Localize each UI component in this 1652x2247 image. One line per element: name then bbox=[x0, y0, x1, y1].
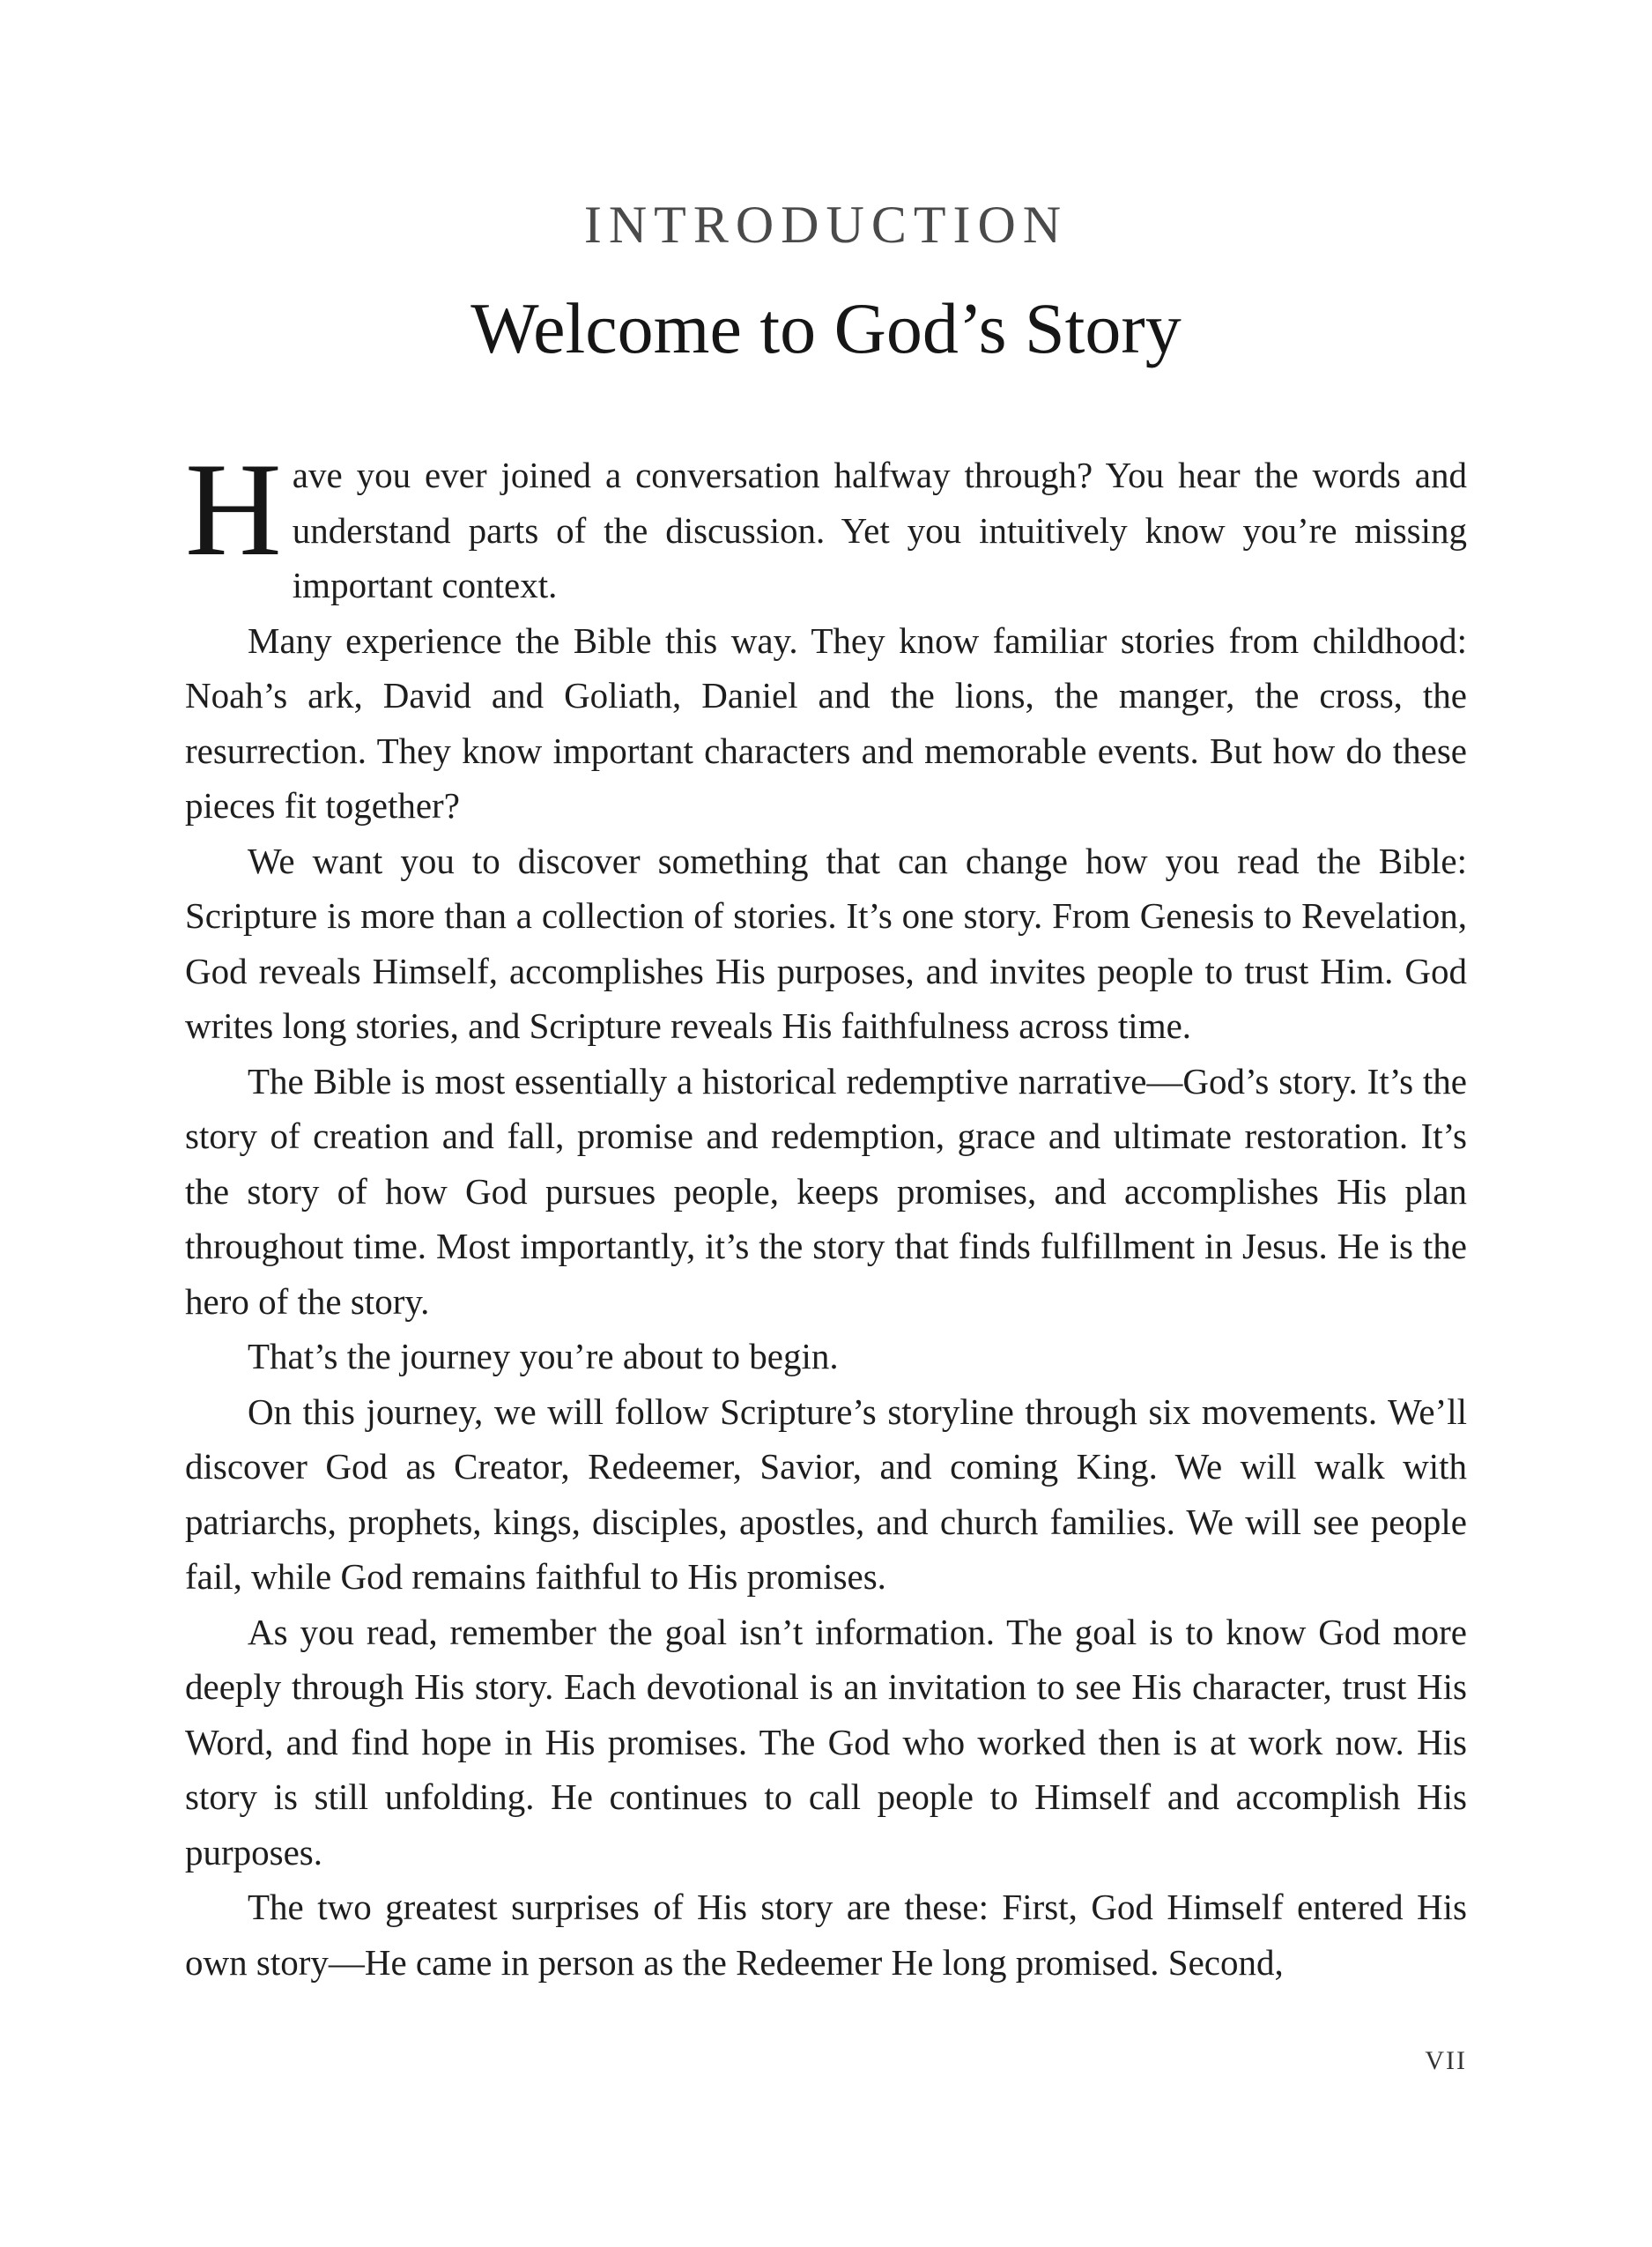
chapter-title: Welcome to God’s Story bbox=[470, 288, 1182, 368]
paragraph-3: We want you to discover something that can change how you read the Bible: Scripture is more than a collection of stories. It’s one story. From Genesis to Revelation, God reveals Himself, accomplishes His purposes, and invites people to trust Him. God writes long stories, and Scripture reveals His faithfulness across time. bbox=[185, 840, 1467, 1046]
page-number: VII bbox=[1425, 2046, 1467, 2075]
paragraph-1-text: ave you ever joined a conversation halfway through? You hear the words and understand parts of the discussion. Yet you intuitively know you’re missing important context. bbox=[292, 455, 1467, 605]
paragraph-1 bbox=[185, 435, 1467, 613]
paragraph-2: Many experience the Bible this way. They know familiar stories from childhood: Noah’s ark, David and Goliath, Daniel and the lions, the manger, the cross, the resurrection. They know important characters and memorable events. But how do these pieces fit together? bbox=[185, 619, 1467, 826]
drop-cap: H bbox=[185, 435, 282, 583]
body-text bbox=[185, 435, 1467, 1990]
paragraph-4: The Bible is most essentially a historical redemptive narrative—God’s story. It’s the story of creation and fall, promise and redemption, grace and ultimate restoration. It’s the story of how God pursues people, keeps promises, and accomplishes His plan throughout time. Most importantly, it’s the story that finds fulfillment in Jesus. He is the hero of the story. bbox=[185, 1060, 1467, 1322]
paragraph-8: The two greatest surprises of His story are these: First, God Himself entered His own story—He came in person as the Redeemer He long promised. Second, bbox=[185, 1887, 1467, 1983]
paragraph-6: On this journey, we will follow Scripture’s storyline through six movements. We’ll discover God as Creator, Redeemer, Savior, and coming King. We will walk with patriarchs, prophets, kings, disciples, apostles, and church families. We will see people fail, while God remains faithful to His promises. bbox=[185, 1390, 1467, 1597]
paragraph-7: As you read, remember the goal isn’t information. The goal is to know God more deeply through His story. Each devotional is an invitation to see His character, trust His Word, and find hope in His promises. The God who worked then is at work now. His story is still unfolding. He continues to call people to Himself and accomplish His purposes. bbox=[185, 1611, 1467, 1872]
chapter-label: INTRODUCTION bbox=[583, 196, 1069, 254]
paragraph-5: That’s the journey you’re about to begin. bbox=[248, 1336, 839, 1376]
